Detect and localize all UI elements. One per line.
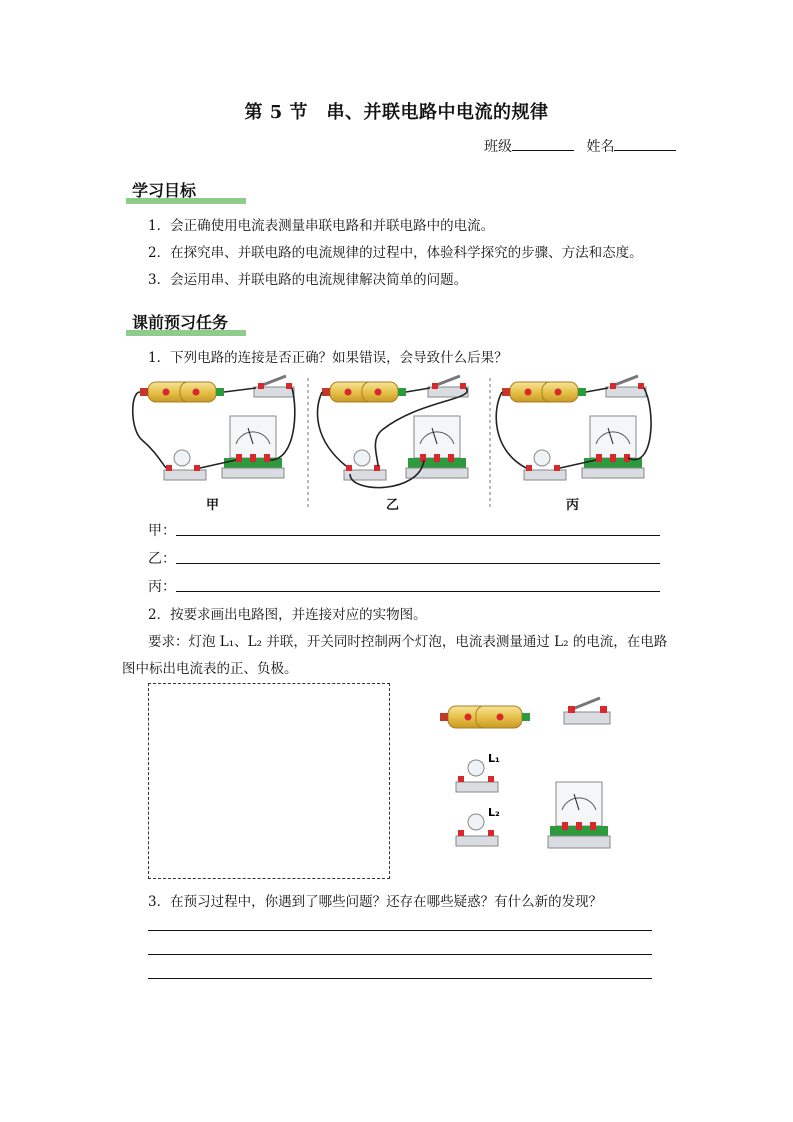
answer-line-yi[interactable] — [176, 563, 660, 564]
goal-item-1: 1．会正确使用电流表测量串联电路和并联电路中的电流。 — [148, 218, 495, 234]
switch-icon — [564, 698, 610, 724]
answer-line-jia[interactable] — [176, 535, 660, 536]
battery-icon — [440, 706, 530, 728]
requirement-line-1: 要求：灯泡 L₁、L₂ 并联，开关同时控制两个灯泡，电流表测量通过 L₂ 的电流，在电路 — [148, 634, 668, 650]
panel-label-jia: 甲 — [206, 498, 220, 513]
name-blank[interactable] — [614, 136, 676, 151]
class-label: 班级 — [484, 139, 512, 155]
ammeter-icon — [222, 416, 284, 478]
page-title: 第 5 节 串、并联电路中电流的规律 — [244, 102, 549, 123]
section-heading-preview — [126, 310, 246, 336]
name-label: 姓名 — [586, 139, 615, 155]
section-heading-text: 课前预习任务 — [132, 313, 229, 332]
lamp-icon — [164, 450, 206, 480]
answer-line-q3-1[interactable] — [148, 930, 652, 931]
class-name-line — [484, 136, 684, 156]
question-1: 1．下列电路的连接是否正确？如果错误，会导致什么后果？ — [148, 350, 508, 366]
circuit-panel-jia — [133, 376, 295, 480]
lamp-l2-label: L₂ — [488, 806, 500, 819]
ammeter-icon — [548, 782, 610, 848]
components-figure — [430, 690, 630, 860]
goal-item-2: 2．在探究串、并联电路的电流规律的过程中，体验科学探究的步骤、方法和态度。 — [148, 245, 643, 261]
circuit-figure — [120, 370, 680, 515]
goal-item-3: 3．会运用串、并联电路的电流规律解决简单的问题。 — [148, 272, 468, 288]
circuit-drawing-area[interactable] — [148, 683, 390, 879]
question-3: 3．在预习过程中，你遇到了哪些问题？还存在哪些疑惑？有什么新的发现？ — [148, 894, 603, 910]
lamp-icon — [524, 450, 566, 480]
question-2: 2．按要求画出电路图，并连接对应的实物图。 — [148, 607, 427, 623]
requirement-line-2: 图中标出电流表的正、负极。 — [122, 661, 298, 677]
answer-label-jia: 甲： — [148, 523, 176, 539]
ammeter-icon — [406, 416, 468, 478]
panel-label-yi: 乙 — [386, 498, 400, 513]
lamp-l1-label: L₁ — [488, 752, 500, 765]
ammeter-icon — [582, 416, 644, 478]
answer-line-bing[interactable] — [176, 591, 660, 592]
switch-icon — [428, 376, 468, 397]
answer-label-yi: 乙： — [148, 551, 176, 567]
switch-icon — [254, 376, 294, 397]
section-heading-text: 学习目标 — [132, 181, 197, 200]
circuit-panel-bing — [496, 376, 651, 480]
circuit-panel-yi — [318, 376, 468, 488]
panel-label-bing: 丙 — [566, 498, 580, 513]
section-heading-goals — [126, 178, 246, 204]
answer-line-q3-3[interactable] — [148, 978, 652, 979]
answer-label-bing: 丙： — [148, 579, 176, 595]
switch-icon — [606, 376, 646, 397]
answer-line-q3-2[interactable] — [148, 954, 652, 955]
class-blank[interactable] — [512, 136, 574, 151]
